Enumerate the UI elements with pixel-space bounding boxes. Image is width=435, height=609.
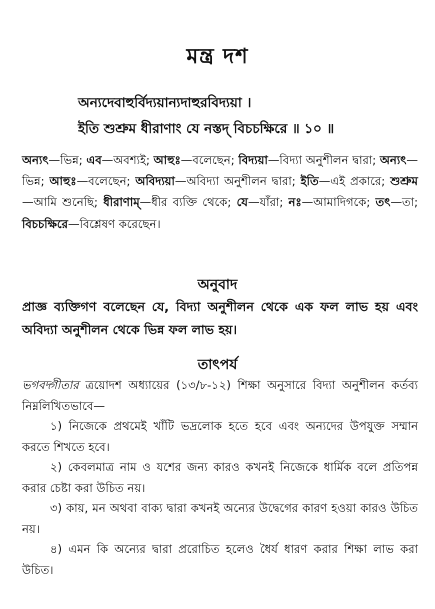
- synonym-meaning: —বিদ্যা অনুশীলন দ্বারা;: [267, 153, 380, 167]
- translation-text: প্রাজ্ঞ ব্যক্তিগণ বলেছেন যে, বিদ্যা অনুশীলন থেকে এক ফল লাভ হয় এবং অবিদ্যা অনুশীলন থেকে ভিন্ন ফল লাভ হয়।: [22, 299, 418, 337]
- synonym-word: অন্যৎ: [379, 153, 407, 167]
- synonym-word: আহুঃ: [153, 153, 181, 167]
- purport-intro-text: ত্রয়োদশ অধ্যায়ের (১৩/৮-১২) শিক্ষা অনুসারে বিদ্যা অনুশীলন কর্তব্য নিম্নলিখিতভাবে—: [22, 378, 418, 413]
- synonym-meaning: —অবশ্যই;: [101, 153, 154, 167]
- synonym-meaning: —আমি শুনেছি;: [22, 195, 104, 210]
- purport-body: [22, 375, 418, 580]
- synonym-word: তৎ: [375, 195, 391, 210]
- synonym-meaning: —ভিন্ন;: [22, 153, 419, 189]
- synonym-word: ইতি: [300, 174, 319, 189]
- book-title: ভগবদ্গীতার: [22, 378, 79, 392]
- synonym-word: অবিদ্যয়া: [135, 174, 175, 189]
- synonym-meaning: —ভিন্ন;: [48, 153, 87, 167]
- purport-item-2: ২) কেবলমাত্র নাম ও যশের জন্য কারও কখনই নিজেকে ধার্মিক বলে প্রতিপন্ন করার চেষ্টা করা উচিত নয়।: [22, 460, 418, 495]
- synonym-word: এব: [86, 153, 102, 167]
- synonym-meaning: —ধীর ব্যক্তি থেকে;: [139, 195, 237, 210]
- purport-heading: তাৎপর্য: [197, 357, 238, 373]
- purport-item-4: ৪) এমন কি অন্যের দ্বারা প্ররোচিত হলেও ধৈর্য ধারণ করার শিক্ষা লাভ করা উচিত।: [22, 542, 418, 577]
- synonym-word: বিদ্যয়া: [238, 153, 268, 167]
- synonym-meaning: —অবিদ্যা অনুশীলন দ্বারা;: [174, 174, 301, 189]
- synonym-word: আহুঃ: [49, 174, 77, 189]
- synonym-meaning: —যাঁরা;: [247, 195, 289, 210]
- mantra-title: মন্ত্র দশ: [186, 44, 249, 68]
- purport-intro: [22, 375, 418, 416]
- synonym-meaning: —বিশ্লেষণ করেছেন।: [68, 216, 161, 231]
- verse-line-2: ইতি শুশ্রুম ধীরাণাং যে নস্তদ্ বিচচক্ষিরে ॥ ১০ ॥: [78, 121, 335, 137]
- synonym-word: অন্যৎ: [22, 153, 49, 167]
- synonym-word: নঃ: [288, 195, 302, 210]
- synonym-meaning: —তা;: [390, 195, 419, 210]
- word-synonyms: [22, 150, 418, 235]
- synonym-meaning: —আমাদিগকে;: [301, 195, 376, 210]
- purport-item-1: ১) নিজেকে প্রথমেই খাঁটি ভদ্রলোক হতে হবে এবং অন্যদের উপযুক্ত সম্মান করতে শিখতে হবে।: [22, 419, 418, 454]
- synonym-word: ধীরাণাম্: [103, 195, 140, 210]
- synonym-meaning: —বলেছেন;: [76, 174, 136, 189]
- purport-item-3: ৩) কায়, মন অথবা বাক্য দ্বারা কখনই অন্যের উদ্বেগের কারণ হওয়া কারও উচিত নয়।: [22, 501, 418, 536]
- translation-heading: অনুবাদ: [197, 277, 238, 293]
- synonym-meaning: —এই প্রকারে;: [318, 174, 391, 189]
- synonym-meaning: —বলেছেন;: [180, 153, 239, 167]
- synonym-word: বিচচক্ষিরে: [22, 216, 69, 231]
- synonym-word: শুশ্রুম: [390, 174, 418, 189]
- verse-line-1: অন্যদেবাহুর্বিদ্যয়ান্যদাহুরবিদ্যয়া ।: [78, 95, 252, 111]
- synonym-word: যে: [236, 195, 248, 210]
